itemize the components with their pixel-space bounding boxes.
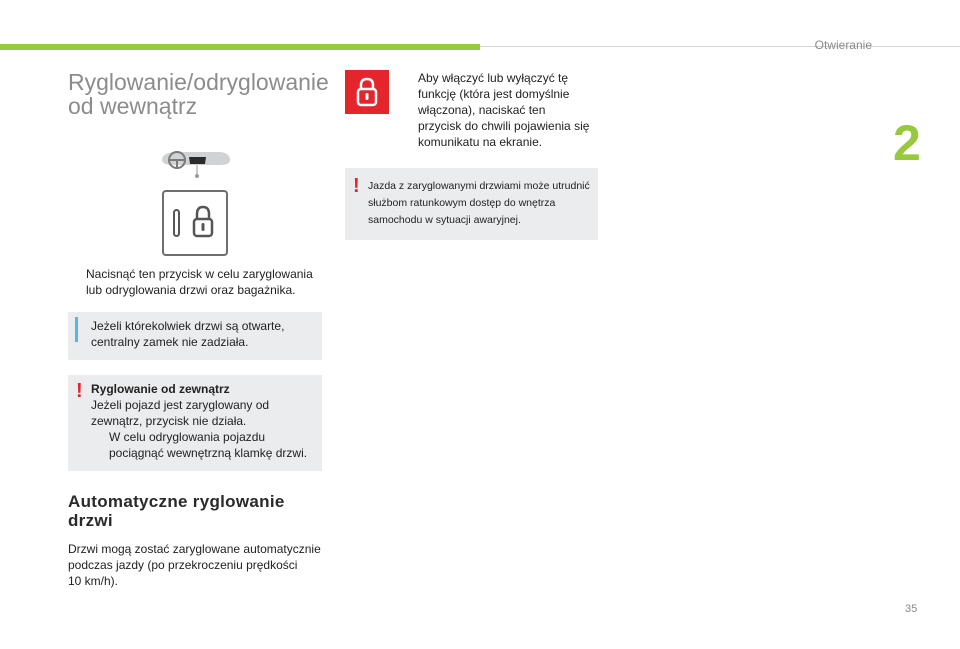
info-line2: centralny zamek nie zadziała.: [91, 335, 249, 349]
warning-line1: Jeżeli pojazd jest zaryglowany od: [91, 398, 270, 412]
chapter-number: 2: [893, 115, 921, 171]
toggle-line4: przycisk do chwili pojawienia się: [418, 119, 590, 133]
page-number: 35: [905, 603, 918, 615]
section-title-line2: drzwi: [68, 511, 113, 530]
header-accent-bar: [0, 44, 480, 50]
toggle-line1: Aby włączyć lub wyłączyć tę: [418, 71, 569, 85]
warning-line2: zewnątrz, przycisk nie działa.: [91, 414, 247, 428]
warning-bullet-line1: W celu odryglowania pojazdu: [109, 430, 266, 444]
auto-warning-line1: Jazda z zaryglowanymi drzwiami może utrudnić: [368, 180, 590, 192]
section-title: [68, 492, 328, 530]
warning-title: Ryglowanie od zewnątrz: [91, 382, 230, 396]
warning-box-outside-lock: [68, 375, 322, 471]
section-title-line1: Automatyczne ryglowanie: [68, 492, 285, 511]
bullet-lock-line2: lub odryglowania drzwi oraz bagażnika.: [86, 283, 296, 297]
page-title: [68, 70, 328, 118]
chapter-name: Otwieranie: [814, 38, 872, 52]
info-box: [68, 312, 322, 360]
header-divider: [480, 46, 960, 47]
warning-box-auto-lock: [345, 168, 598, 240]
auto-lock-paragraph: [68, 541, 330, 589]
toggle-line2: funkcję (która jest domyślnie: [418, 87, 570, 101]
para-line2: podczas jazdy (po przekroczeniu prędkości: [68, 558, 298, 572]
padlock-icon: [345, 70, 389, 114]
padlock-icon: [164, 192, 226, 254]
toggle-line3: włączona), naciskać ten: [418, 103, 546, 117]
steering-wheel-icon: [160, 148, 232, 184]
bullet-toggle-instruction: [400, 70, 600, 150]
auto-warning-line3: samochodu w sytuacji awaryjnej.: [368, 214, 521, 226]
central-locking-button-illustration: [162, 190, 228, 256]
para-line3: 10 km/h).: [68, 574, 119, 588]
auto-warning-line2: służbom ratunkowym dostęp do wnętrza: [368, 197, 556, 209]
bullet-lock-line1: Nacisnąć ten przycisk w celu zaryglowania: [86, 267, 313, 281]
exclamation-icon: !: [76, 380, 83, 402]
warning-bullet-line2: pociągnąć wewnętrzną klamkę drzwi.: [109, 446, 308, 460]
bullet-lock-instruction: [68, 266, 330, 298]
page-title-line1: Ryglowanie/odryglowanie: [68, 69, 329, 95]
info-bar-icon: [75, 317, 78, 342]
auto-lock-button-illustration: [345, 70, 389, 114]
toggle-line5: komunikatu na ekranie.: [418, 135, 543, 149]
para-line1: Drzwi mogą zostać zaryglowane automatycznie: [68, 542, 321, 556]
exclamation-icon: !: [353, 175, 360, 197]
page-title-line2: od wewnątrz: [68, 93, 198, 119]
info-line1: Jeżeli którekolwiek drzwi są otwarte,: [91, 319, 285, 333]
